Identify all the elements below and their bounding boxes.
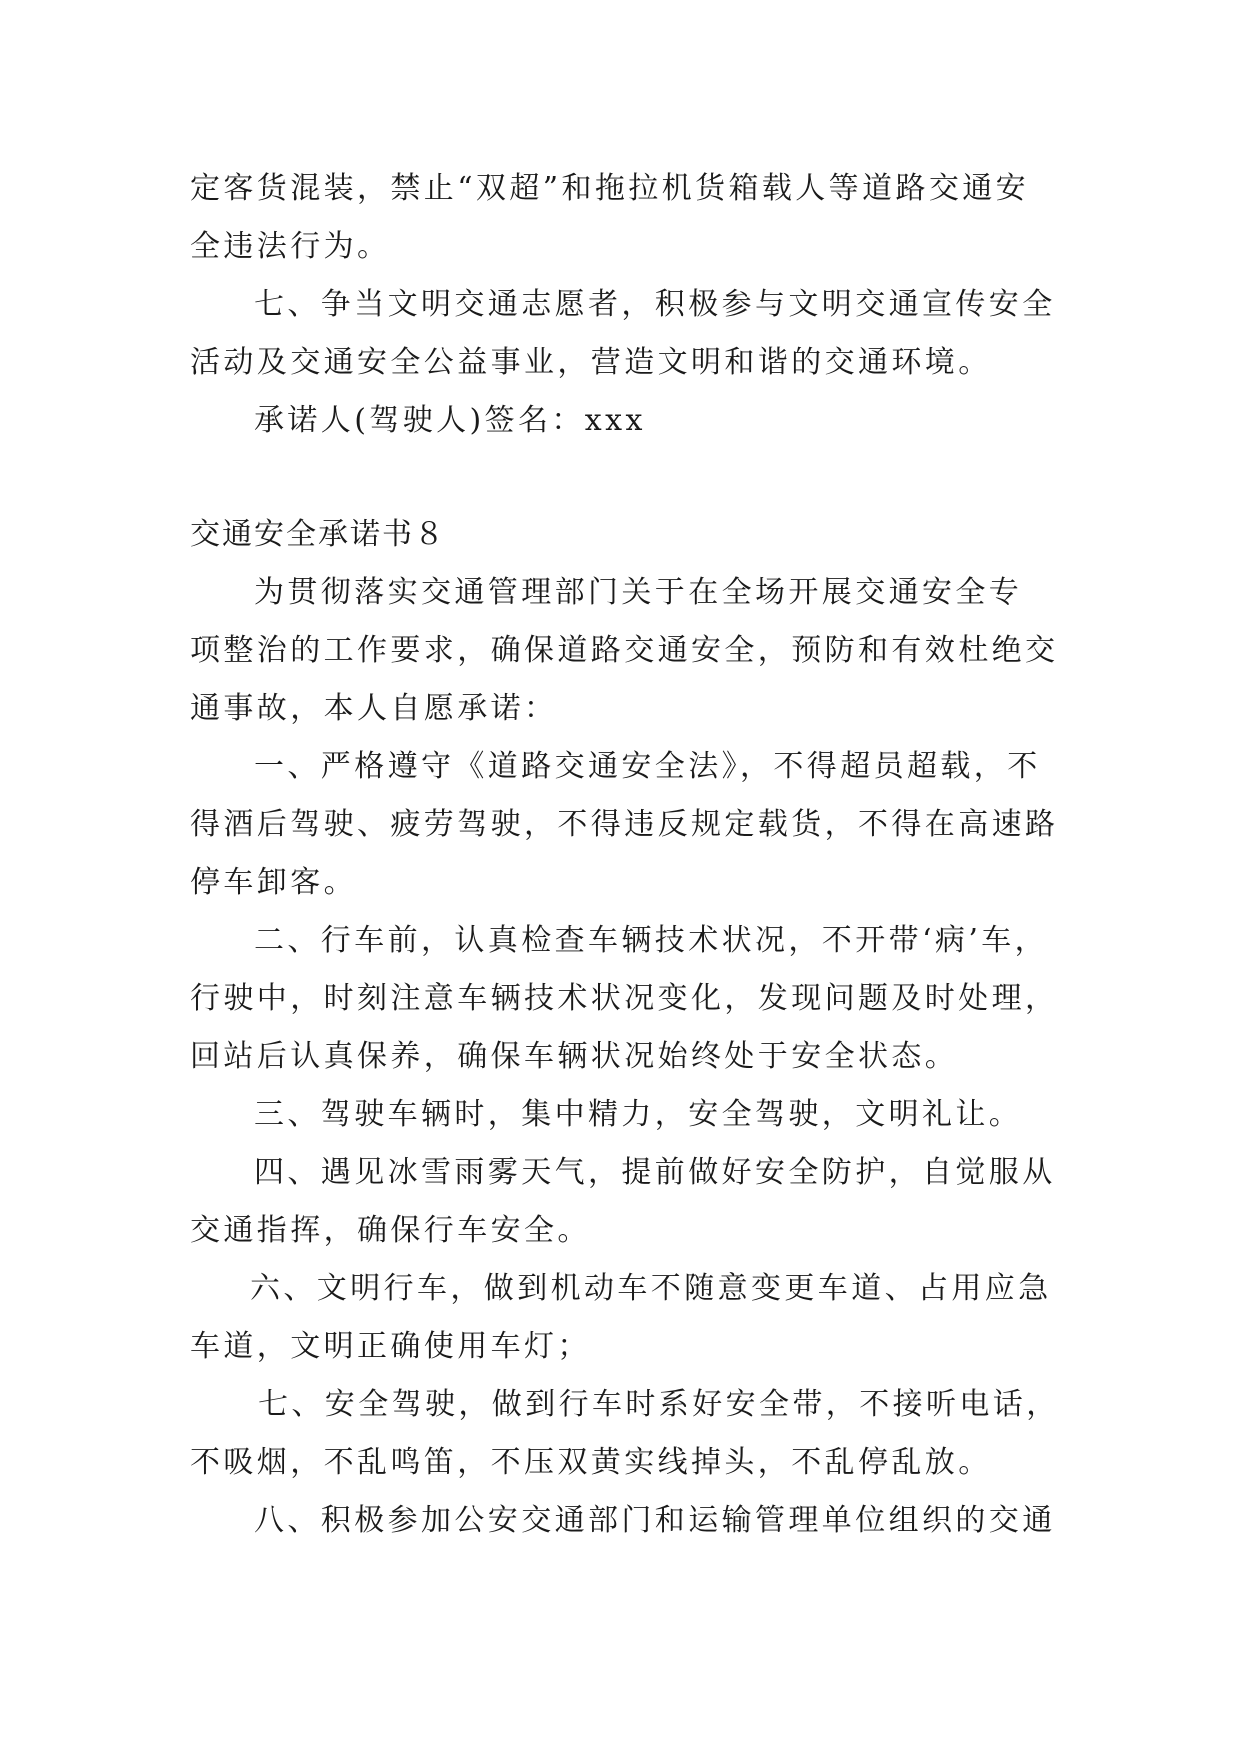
paragraph-line: 定客货混装，禁止“双超”和拖拉机货箱载人等道路交通安 (190, 171, 1030, 206)
intro-line: 通事故，本人自愿承诺： (190, 691, 558, 726)
item-line: 四、遇见冰雪雨雾天气，提前做好安全防护，自觉服从 (254, 1155, 1056, 1190)
item-line: 二、行车前，认真检查车辆技术状况，不开带‘病’车， (254, 923, 1049, 958)
paragraph-line: 全违法行为。 (190, 229, 391, 264)
item-line: 三、驾驶车辆时，集中精力，安全驾驶，文明礼让。 (254, 1097, 1023, 1132)
paragraph-line: 活动及交通安全公益事业，营造文明和谐的交通环境。 (190, 345, 992, 380)
item-line: 车道，文明正确使用车灯； (190, 1329, 591, 1364)
item-line: 得酒后驾驶、疲劳驾驶，不得违反规定载货，不得在高速路 (190, 807, 1059, 842)
intro-line: 项整治的工作要求，确保道路交通安全，预防和有效杜绝交 (190, 633, 1059, 668)
item-line: 不吸烟，不乱鸣笛，不压双黄实线掉头，不乱停乱放。 (190, 1445, 992, 1480)
item-line: 六、文明行车，做到机动车不随意变更车道、占用应急 (250, 1271, 1052, 1306)
section-gap (190, 450, 1060, 506)
intro-line: 为贯彻落实交通管理部门关于在全场开展交通安全专 (254, 575, 1023, 610)
item-line: 行驶中，时刻注意车辆技术状况变化，发现问题及时处理， (190, 981, 1059, 1016)
item-line: 停车卸客。 (190, 865, 357, 900)
item-line: 交通指挥，确保行车安全。 (190, 1213, 591, 1248)
item-line: 八、积极参加公安交通部门和运输管理单位组织的交通 (254, 1503, 1056, 1538)
signature-line: 承诺人(驾驶人)签名：xxx (254, 403, 646, 438)
item-line: 回站后认真保养，确保车辆状况始终处于安全状态。 (190, 1039, 959, 1074)
section-title: 交通安全承诺书８ (190, 517, 446, 552)
item-line: 七、安全驾驶，做到行车时系好安全带，不接听电话， (258, 1387, 1060, 1422)
document-page (190, 160, 1060, 1550)
paragraph-line: 七、争当文明交通志愿者，积极参与文明交通宣传安全 (254, 287, 1056, 322)
item-line: 一、严格遵守《道路交通安全法》，不得超员超载，不 (254, 749, 1041, 784)
